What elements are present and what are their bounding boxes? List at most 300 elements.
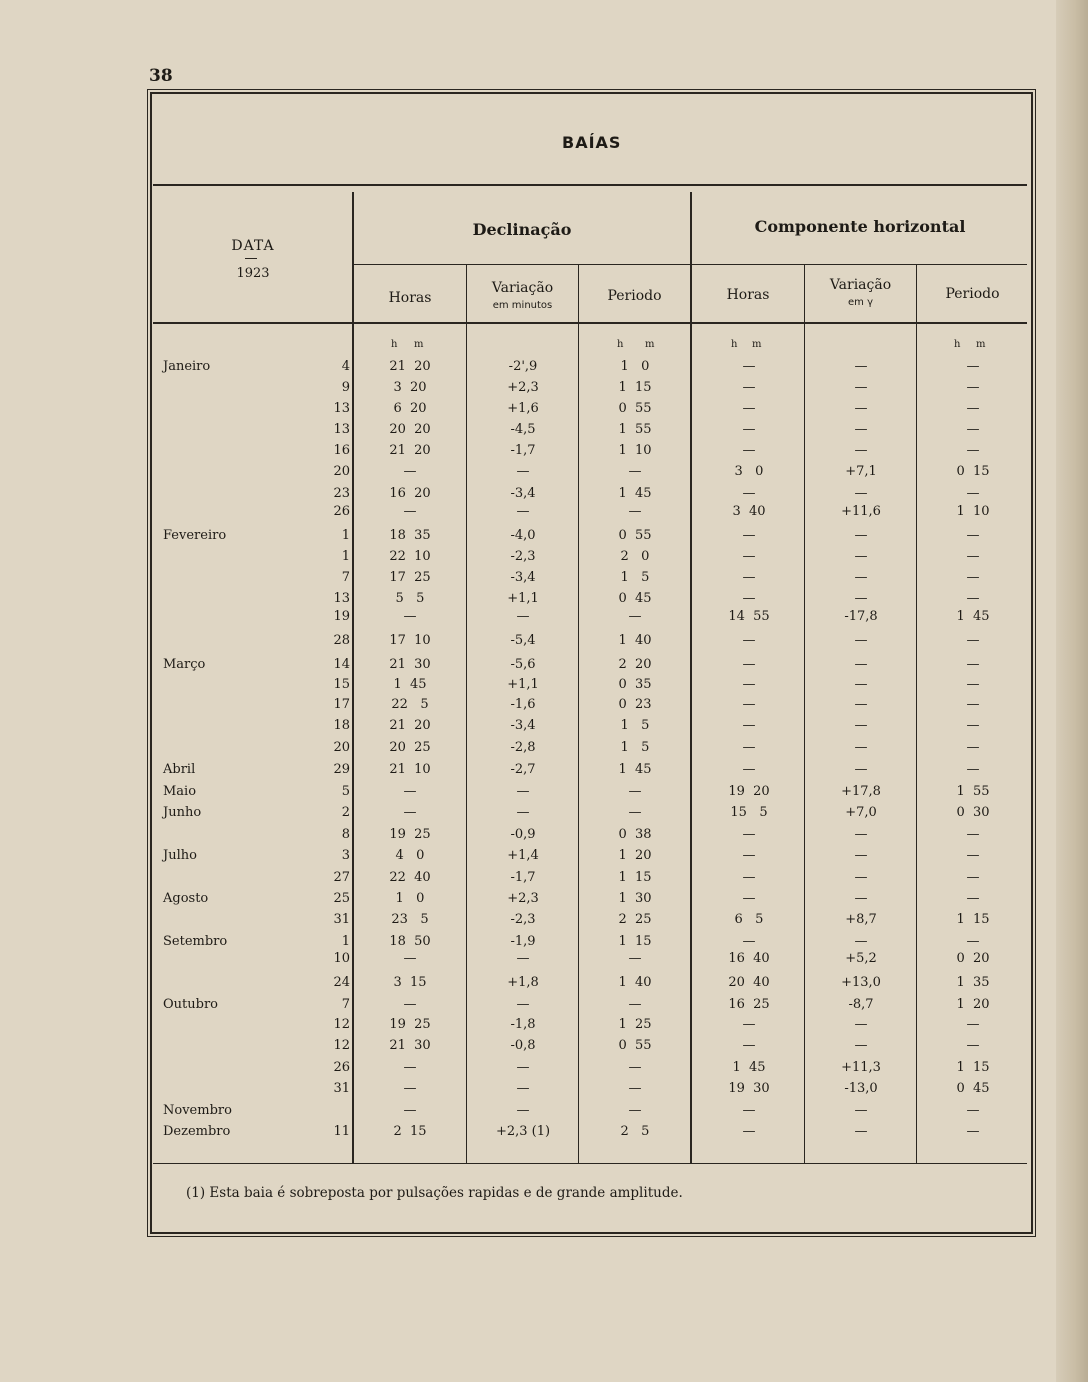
dec-periodo-cell: 0 35	[618, 677, 652, 692]
dec-horas-cell: 17 25	[389, 570, 431, 585]
dec-horas-cell: —	[403, 609, 417, 624]
hor-horas-cell: —	[742, 549, 756, 564]
dec-horas-cell: 17 10	[389, 633, 431, 648]
hor-horas-cell: —	[742, 697, 756, 712]
dec-periodo-cell: 0 23	[618, 697, 652, 712]
componente-header: Componente horizontal	[754, 217, 966, 236]
hor-horas-cell: 19 20	[728, 784, 770, 799]
unit-m-hor-horas: m	[752, 339, 762, 350]
hor-variacao-cell: —	[854, 570, 868, 585]
rule-date-column	[352, 192, 354, 1163]
hor-horas-cell: 16 25	[728, 997, 770, 1012]
dec-periodo-cell: 0 55	[618, 528, 652, 543]
hor-horas-cell: —	[742, 380, 756, 395]
hor-periodo-cell: —	[966, 762, 980, 777]
hor-variacao-cell: +17,8	[841, 784, 881, 799]
hor-variacao-cell: —	[854, 870, 868, 885]
dec-horas-cell: —	[403, 504, 417, 519]
hor-variacao-cell: —	[854, 677, 868, 692]
dec-variacao-cell: -4,5	[510, 422, 536, 437]
dec-periodo-cell: 1 20	[618, 848, 652, 863]
dec-periodo-cell: —	[628, 1103, 642, 1118]
dec-horas-cell: 18 35	[389, 528, 431, 543]
hor-horas-cell: —	[742, 486, 756, 501]
hor-variacao-header: Variação	[829, 277, 892, 293]
hor-periodo-cell: 1 15	[956, 1060, 990, 1075]
hor-periodo-cell: —	[966, 549, 980, 564]
dec-horas-cell: 5 5	[395, 591, 425, 606]
dec-horas-cell: —	[403, 1060, 417, 1075]
dec-horas-header: Horas	[388, 290, 432, 306]
hor-variacao-cell: —	[854, 549, 868, 564]
day-cell: 26	[333, 504, 350, 519]
dec-periodo-cell: 1 40	[618, 633, 652, 648]
day-cell: 23	[333, 486, 350, 501]
hor-periodo-cell: —	[966, 486, 980, 501]
unit-m-dec-periodo: m	[645, 339, 655, 350]
day-cell: 7	[341, 997, 350, 1012]
dec-horas-cell: 1 0	[395, 891, 425, 906]
month-cell: Junho	[163, 805, 202, 820]
hor-variacao-cell: +13,0	[841, 975, 881, 990]
hor-horas-cell: 15 5	[730, 805, 768, 820]
dec-variacao-cell: —	[516, 464, 530, 479]
day-cell: 13	[333, 422, 350, 437]
dec-horas-cell: 6 20	[393, 401, 427, 416]
dec-horas-cell: 21 20	[389, 359, 431, 374]
hor-variacao-cell: —	[854, 891, 868, 906]
dec-horas-cell: —	[403, 784, 417, 799]
hor-variacao-cell: —	[854, 718, 868, 733]
hor-periodo-cell: —	[966, 1038, 980, 1053]
rule-under-title	[153, 184, 1027, 186]
hor-periodo-cell: —	[966, 443, 980, 458]
day-cell: 31	[333, 1081, 350, 1096]
dec-variacao-cell: —	[516, 609, 530, 624]
day-cell: 19	[333, 609, 350, 624]
day-cell: 20	[333, 740, 350, 755]
data-header: DATA	[231, 238, 275, 254]
hor-variacao-cell: -13,0	[844, 1081, 878, 1096]
rule-dec-variacao	[578, 265, 579, 1163]
dec-horas-cell: 19 25	[389, 827, 431, 842]
hor-horas-cell: —	[742, 657, 756, 672]
day-cell: 29	[333, 762, 350, 777]
day-cell: 31	[333, 912, 350, 927]
unit-h-dec-periodo: h	[617, 339, 624, 350]
day-cell: 27	[333, 870, 350, 885]
dec-variacao-cell: +2,3 (1)	[495, 1124, 551, 1139]
year-header: 1923	[236, 266, 270, 281]
rule-under-column-headers	[153, 322, 1027, 324]
dec-periodo-cell: 1 15	[618, 870, 652, 885]
hor-periodo-cell: —	[966, 633, 980, 648]
dec-periodo-cell: —	[628, 1081, 642, 1096]
dec-periodo-cell: —	[628, 805, 642, 820]
dec-horas-cell: —	[403, 805, 417, 820]
hor-horas-cell: —	[742, 762, 756, 777]
day-cell: 16	[333, 443, 350, 458]
hor-horas-cell: —	[742, 827, 756, 842]
dec-variacao-cell: +1,1	[507, 591, 539, 606]
day-cell: 4	[341, 359, 350, 374]
dec-horas-cell: 21 20	[389, 443, 431, 458]
dec-horas-cell: 23 5	[391, 912, 429, 927]
dec-horas-cell: —	[403, 951, 417, 966]
unit-m-dec-horas: m	[414, 339, 424, 350]
month-cell: Agosto	[163, 891, 209, 906]
dec-periodo-cell: 2 0	[620, 549, 650, 564]
dec-periodo-cell: —	[628, 609, 642, 624]
hor-horas-header: Horas	[726, 287, 770, 303]
day-cell: 13	[333, 401, 350, 416]
dec-periodo-cell: —	[628, 1060, 642, 1075]
hor-horas-cell: 19 30	[728, 1081, 770, 1096]
day-cell: 12	[333, 1017, 350, 1032]
footnote: (1) Esta baia é sobreposta por pulsações rapidas e de grande amplitude.	[186, 1185, 683, 1201]
hor-variacao-cell: —	[854, 486, 868, 501]
dec-periodo-cell: 1 5	[620, 718, 650, 733]
dec-periodo-cell: 1 45	[618, 762, 652, 777]
dec-variacao-cell: -2',9	[508, 359, 538, 374]
hor-horas-cell: —	[742, 891, 756, 906]
hor-horas-cell: —	[742, 401, 756, 416]
hor-horas-cell: —	[742, 443, 756, 458]
dec-variacao-cell: —	[516, 504, 530, 519]
day-cell: 14	[333, 657, 350, 672]
hor-periodo-cell: 1 35	[956, 975, 990, 990]
dec-variacao-cell: -4,0	[510, 528, 536, 543]
hor-variacao-cell: —	[854, 1124, 868, 1139]
hor-variacao-unit: em γ	[848, 297, 873, 308]
dec-horas-cell: 1 45	[393, 677, 427, 692]
hor-horas-cell: 14 55	[728, 609, 770, 624]
rule-dec-horas	[466, 265, 467, 1163]
month-cell: Maio	[163, 784, 197, 799]
hor-horas-cell: 1 45	[732, 1060, 766, 1075]
hor-horas-cell: —	[742, 740, 756, 755]
hor-variacao-cell: —	[854, 1103, 868, 1118]
hor-periodo-header: Periodo	[945, 286, 1000, 302]
hor-variacao-cell: —	[854, 657, 868, 672]
hor-horas-cell: 6 5	[734, 912, 764, 927]
day-cell: 11	[333, 1124, 350, 1139]
dec-horas-cell: —	[403, 997, 417, 1012]
dec-periodo-cell: 1 45	[618, 486, 652, 501]
hor-horas-cell: —	[742, 1124, 756, 1139]
day-cell: 25	[333, 891, 350, 906]
dec-variacao-cell: —	[516, 951, 530, 966]
dec-periodo-cell: 0 55	[618, 1038, 652, 1053]
dec-variacao-cell: -5,6	[510, 657, 536, 672]
hor-periodo-cell: —	[966, 1103, 980, 1118]
dec-periodo-cell: 0 45	[618, 591, 652, 606]
dec-periodo-cell: 1 15	[618, 934, 652, 949]
hor-periodo-cell: 0 45	[956, 1081, 990, 1096]
dec-variacao-cell: -3,4	[510, 718, 536, 733]
hor-horas-cell: —	[742, 677, 756, 692]
dec-horas-cell: 2 15	[393, 1124, 427, 1139]
dec-variacao-cell: -5,4	[510, 633, 536, 648]
dec-horas-cell: 22 40	[389, 870, 431, 885]
dec-variacao-cell: —	[516, 997, 530, 1012]
dec-periodo-cell: 1 30	[618, 891, 652, 906]
month-cell: Janeiro	[163, 359, 211, 374]
hor-variacao-cell: +11,6	[841, 504, 881, 519]
dec-periodo-cell: 1 10	[618, 443, 652, 458]
day-cell: 28	[333, 633, 350, 648]
unit-h-hor-periodo: h	[954, 339, 961, 350]
dec-horas-cell: 16 20	[389, 486, 431, 501]
hor-periodo-cell: —	[966, 848, 980, 863]
dec-periodo-cell: 1 15	[618, 380, 652, 395]
dec-variacao-cell: —	[516, 805, 530, 820]
dec-variacao-cell: -1,8	[510, 1017, 536, 1032]
day-cell: 10	[333, 951, 350, 966]
hor-periodo-cell: —	[966, 1124, 980, 1139]
hor-variacao-cell: —	[854, 401, 868, 416]
hor-variacao-cell: -8,7	[848, 997, 874, 1012]
date-dash	[245, 258, 257, 259]
dec-periodo-cell: 1 0	[620, 359, 650, 374]
dec-periodo-cell: 1 5	[620, 570, 650, 585]
day-cell: 3	[341, 848, 350, 863]
hor-horas-cell: —	[742, 422, 756, 437]
day-cell: 1	[341, 528, 350, 543]
month-cell: Dezembro	[163, 1124, 231, 1139]
hor-periodo-cell: —	[966, 827, 980, 842]
dec-horas-cell: 22 5	[391, 697, 429, 712]
declinacao-header: Declinação	[472, 220, 572, 239]
rule-above-footnote	[153, 1163, 1027, 1164]
month-cell: Outubro	[163, 997, 218, 1012]
dec-periodo-cell: 1 55	[618, 422, 652, 437]
day-cell: 18	[333, 718, 350, 733]
hor-periodo-cell: —	[966, 401, 980, 416]
dec-variacao-header: Variação	[491, 280, 554, 296]
day-cell: 17	[333, 697, 350, 712]
hor-variacao-cell: +8,7	[845, 912, 877, 927]
hor-variacao-cell: —	[854, 934, 868, 949]
day-cell: 2	[341, 805, 350, 820]
hor-periodo-cell: 1 20	[956, 997, 990, 1012]
dec-variacao-cell: -2,3	[510, 912, 536, 927]
day-cell: 9	[341, 380, 350, 395]
unit-h-hor-horas: h	[731, 339, 738, 350]
dec-horas-cell: 20 20	[389, 422, 431, 437]
rule-hor-variacao	[916, 265, 917, 1163]
dec-variacao-cell: -1,9	[510, 934, 536, 949]
dec-horas-cell: —	[403, 464, 417, 479]
dec-horas-cell: 22 10	[389, 549, 431, 564]
hor-periodo-cell: 1 55	[956, 784, 990, 799]
day-cell: 13	[333, 591, 350, 606]
dec-variacao-cell: -3,4	[510, 486, 536, 501]
hor-variacao-cell: —	[854, 740, 868, 755]
dec-variacao-cell: -2,7	[510, 762, 536, 777]
hor-variacao-cell: —	[854, 443, 868, 458]
dec-variacao-cell: -1,7	[510, 870, 536, 885]
hor-horas-cell: —	[742, 870, 756, 885]
dec-periodo-cell: —	[628, 464, 642, 479]
day-cell: 26	[333, 1060, 350, 1075]
hor-variacao-cell: —	[854, 591, 868, 606]
hor-horas-cell: 3 40	[732, 504, 766, 519]
hor-variacao-cell: —	[854, 848, 868, 863]
hor-variacao-cell: —	[854, 633, 868, 648]
unit-h-dec-horas: h	[391, 339, 398, 350]
table-title: BAÍAS	[562, 133, 622, 152]
dec-variacao-cell: —	[516, 1081, 530, 1096]
dec-horas-cell: 21 20	[389, 718, 431, 733]
dec-periodo-cell: 1 5	[620, 740, 650, 755]
hor-periodo-cell: —	[966, 718, 980, 733]
hor-periodo-cell: —	[966, 422, 980, 437]
hor-periodo-cell: 1 15	[956, 912, 990, 927]
hor-periodo-cell: —	[966, 359, 980, 374]
dec-horas-cell: 19 25	[389, 1017, 431, 1032]
month-cell: Setembro	[163, 934, 228, 949]
dec-variacao-cell: +1,1	[507, 677, 539, 692]
day-cell: 15	[333, 677, 350, 692]
page-edge	[1056, 0, 1088, 1382]
hor-horas-cell: —	[742, 528, 756, 543]
hor-periodo-cell: —	[966, 891, 980, 906]
day-cell: 8	[341, 827, 350, 842]
hor-periodo-cell: —	[966, 570, 980, 585]
hor-variacao-cell: —	[854, 422, 868, 437]
dec-horas-cell: 18 50	[389, 934, 431, 949]
dec-variacao-cell: -1,6	[510, 697, 536, 712]
hor-periodo-cell: 1 10	[956, 504, 990, 519]
hor-variacao-cell: —	[854, 1017, 868, 1032]
unit-m-hor-periodo: m	[976, 339, 986, 350]
month-cell: Abril	[163, 762, 196, 777]
hor-periodo-cell: —	[966, 677, 980, 692]
hor-periodo-cell: —	[966, 740, 980, 755]
dec-horas-cell: 4 0	[395, 848, 425, 863]
dec-variacao-cell: +2,3	[507, 380, 539, 395]
dec-horas-cell: 21 10	[389, 762, 431, 777]
dec-variacao-cell: —	[516, 784, 530, 799]
hor-periodo-cell: 1 45	[956, 609, 990, 624]
hor-horas-cell: —	[742, 633, 756, 648]
dec-variacao-cell: -1,7	[510, 443, 536, 458]
dec-horas-cell: 21 30	[389, 1038, 431, 1053]
hor-periodo-cell: 0 30	[956, 805, 990, 820]
dec-periodo-cell: 0 55	[618, 401, 652, 416]
dec-variacao-cell: -0,9	[510, 827, 536, 842]
hor-horas-cell: —	[742, 934, 756, 949]
hor-horas-cell: —	[742, 359, 756, 374]
dec-horas-cell: 3 20	[393, 380, 427, 395]
dec-variacao-cell: —	[516, 1060, 530, 1075]
dec-variacao-cell: +1,6	[507, 401, 539, 416]
dec-periodo-cell: 2 20	[618, 657, 652, 672]
month-cell: Março	[163, 657, 206, 672]
hor-horas-cell: —	[742, 848, 756, 863]
day-cell: 1	[341, 549, 350, 564]
rule-group-divider	[690, 192, 692, 1163]
hor-variacao-cell: —	[854, 827, 868, 842]
hor-variacao-cell: —	[854, 762, 868, 777]
rule-hor-horas	[804, 265, 805, 1163]
dec-variacao-cell: +1,4	[507, 848, 539, 863]
day-cell: 7	[341, 570, 350, 585]
dec-periodo-cell: —	[628, 997, 642, 1012]
hor-variacao-cell: +7,0	[845, 805, 877, 820]
hor-periodo-cell: —	[966, 380, 980, 395]
hor-periodo-cell: —	[966, 528, 980, 543]
dec-variacao-cell: +1,8	[507, 975, 539, 990]
dec-variacao-unit: em minutos	[492, 300, 553, 311]
dec-periodo-cell: 1 40	[618, 975, 652, 990]
dec-periodo-header: Periodo	[607, 288, 662, 304]
hor-horas-cell: 20 40	[728, 975, 770, 990]
hor-variacao-cell: —	[854, 359, 868, 374]
hor-variacao-cell: -17,8	[844, 609, 878, 624]
hor-periodo-cell: —	[966, 697, 980, 712]
dec-horas-cell: —	[403, 1103, 417, 1118]
dec-periodo-cell: —	[628, 784, 642, 799]
hor-periodo-cell: 0 15	[956, 464, 990, 479]
hor-variacao-cell: +11,3	[841, 1060, 881, 1075]
dec-horas-cell: 21 30	[389, 657, 431, 672]
hor-horas-cell: —	[742, 1038, 756, 1053]
hor-variacao-cell: +7,1	[845, 464, 877, 479]
hor-variacao-cell: —	[854, 380, 868, 395]
day-cell: 1	[341, 934, 350, 949]
hor-horas-cell: 16 40	[728, 951, 770, 966]
hor-horas-cell: —	[742, 1103, 756, 1118]
hor-horas-cell: —	[742, 570, 756, 585]
hor-periodo-cell: —	[966, 1017, 980, 1032]
dec-periodo-cell: 2 25	[618, 912, 652, 927]
hor-horas-cell: —	[742, 718, 756, 733]
hor-horas-cell: —	[742, 591, 756, 606]
hor-variacao-cell: —	[854, 697, 868, 712]
day-cell: 12	[333, 1038, 350, 1053]
hor-periodo-cell: —	[966, 870, 980, 885]
hor-variacao-cell: —	[854, 1038, 868, 1053]
dec-variacao-cell: —	[516, 1103, 530, 1118]
hor-variacao-cell: +5,2	[845, 951, 877, 966]
hor-periodo-cell: —	[966, 591, 980, 606]
dec-horas-cell: —	[403, 1081, 417, 1096]
dec-periodo-cell: 2 5	[620, 1124, 650, 1139]
hor-horas-cell: 3 0	[734, 464, 764, 479]
day-cell: 24	[333, 975, 350, 990]
dec-periodo-cell: —	[628, 504, 642, 519]
dec-variacao-cell: -3,4	[510, 570, 536, 585]
day-cell: 5	[341, 784, 350, 799]
hor-variacao-cell: —	[854, 528, 868, 543]
page-number: 38	[149, 66, 173, 86]
month-cell: Julho	[163, 848, 197, 863]
dec-variacao-cell: -0,8	[510, 1038, 536, 1053]
dec-horas-cell: 3 15	[393, 975, 427, 990]
month-cell: Novembro	[163, 1103, 232, 1118]
dec-variacao-cell: -2,3	[510, 549, 536, 564]
dec-variacao-cell: -2,8	[510, 740, 536, 755]
hor-periodo-cell: —	[966, 934, 980, 949]
hor-horas-cell: —	[742, 1017, 756, 1032]
dec-periodo-cell: 1 25	[618, 1017, 652, 1032]
dec-horas-cell: 20 25	[389, 740, 431, 755]
dec-variacao-cell: +2,3	[507, 891, 539, 906]
day-cell: 20	[333, 464, 350, 479]
month-cell: Fevereiro	[163, 528, 227, 543]
